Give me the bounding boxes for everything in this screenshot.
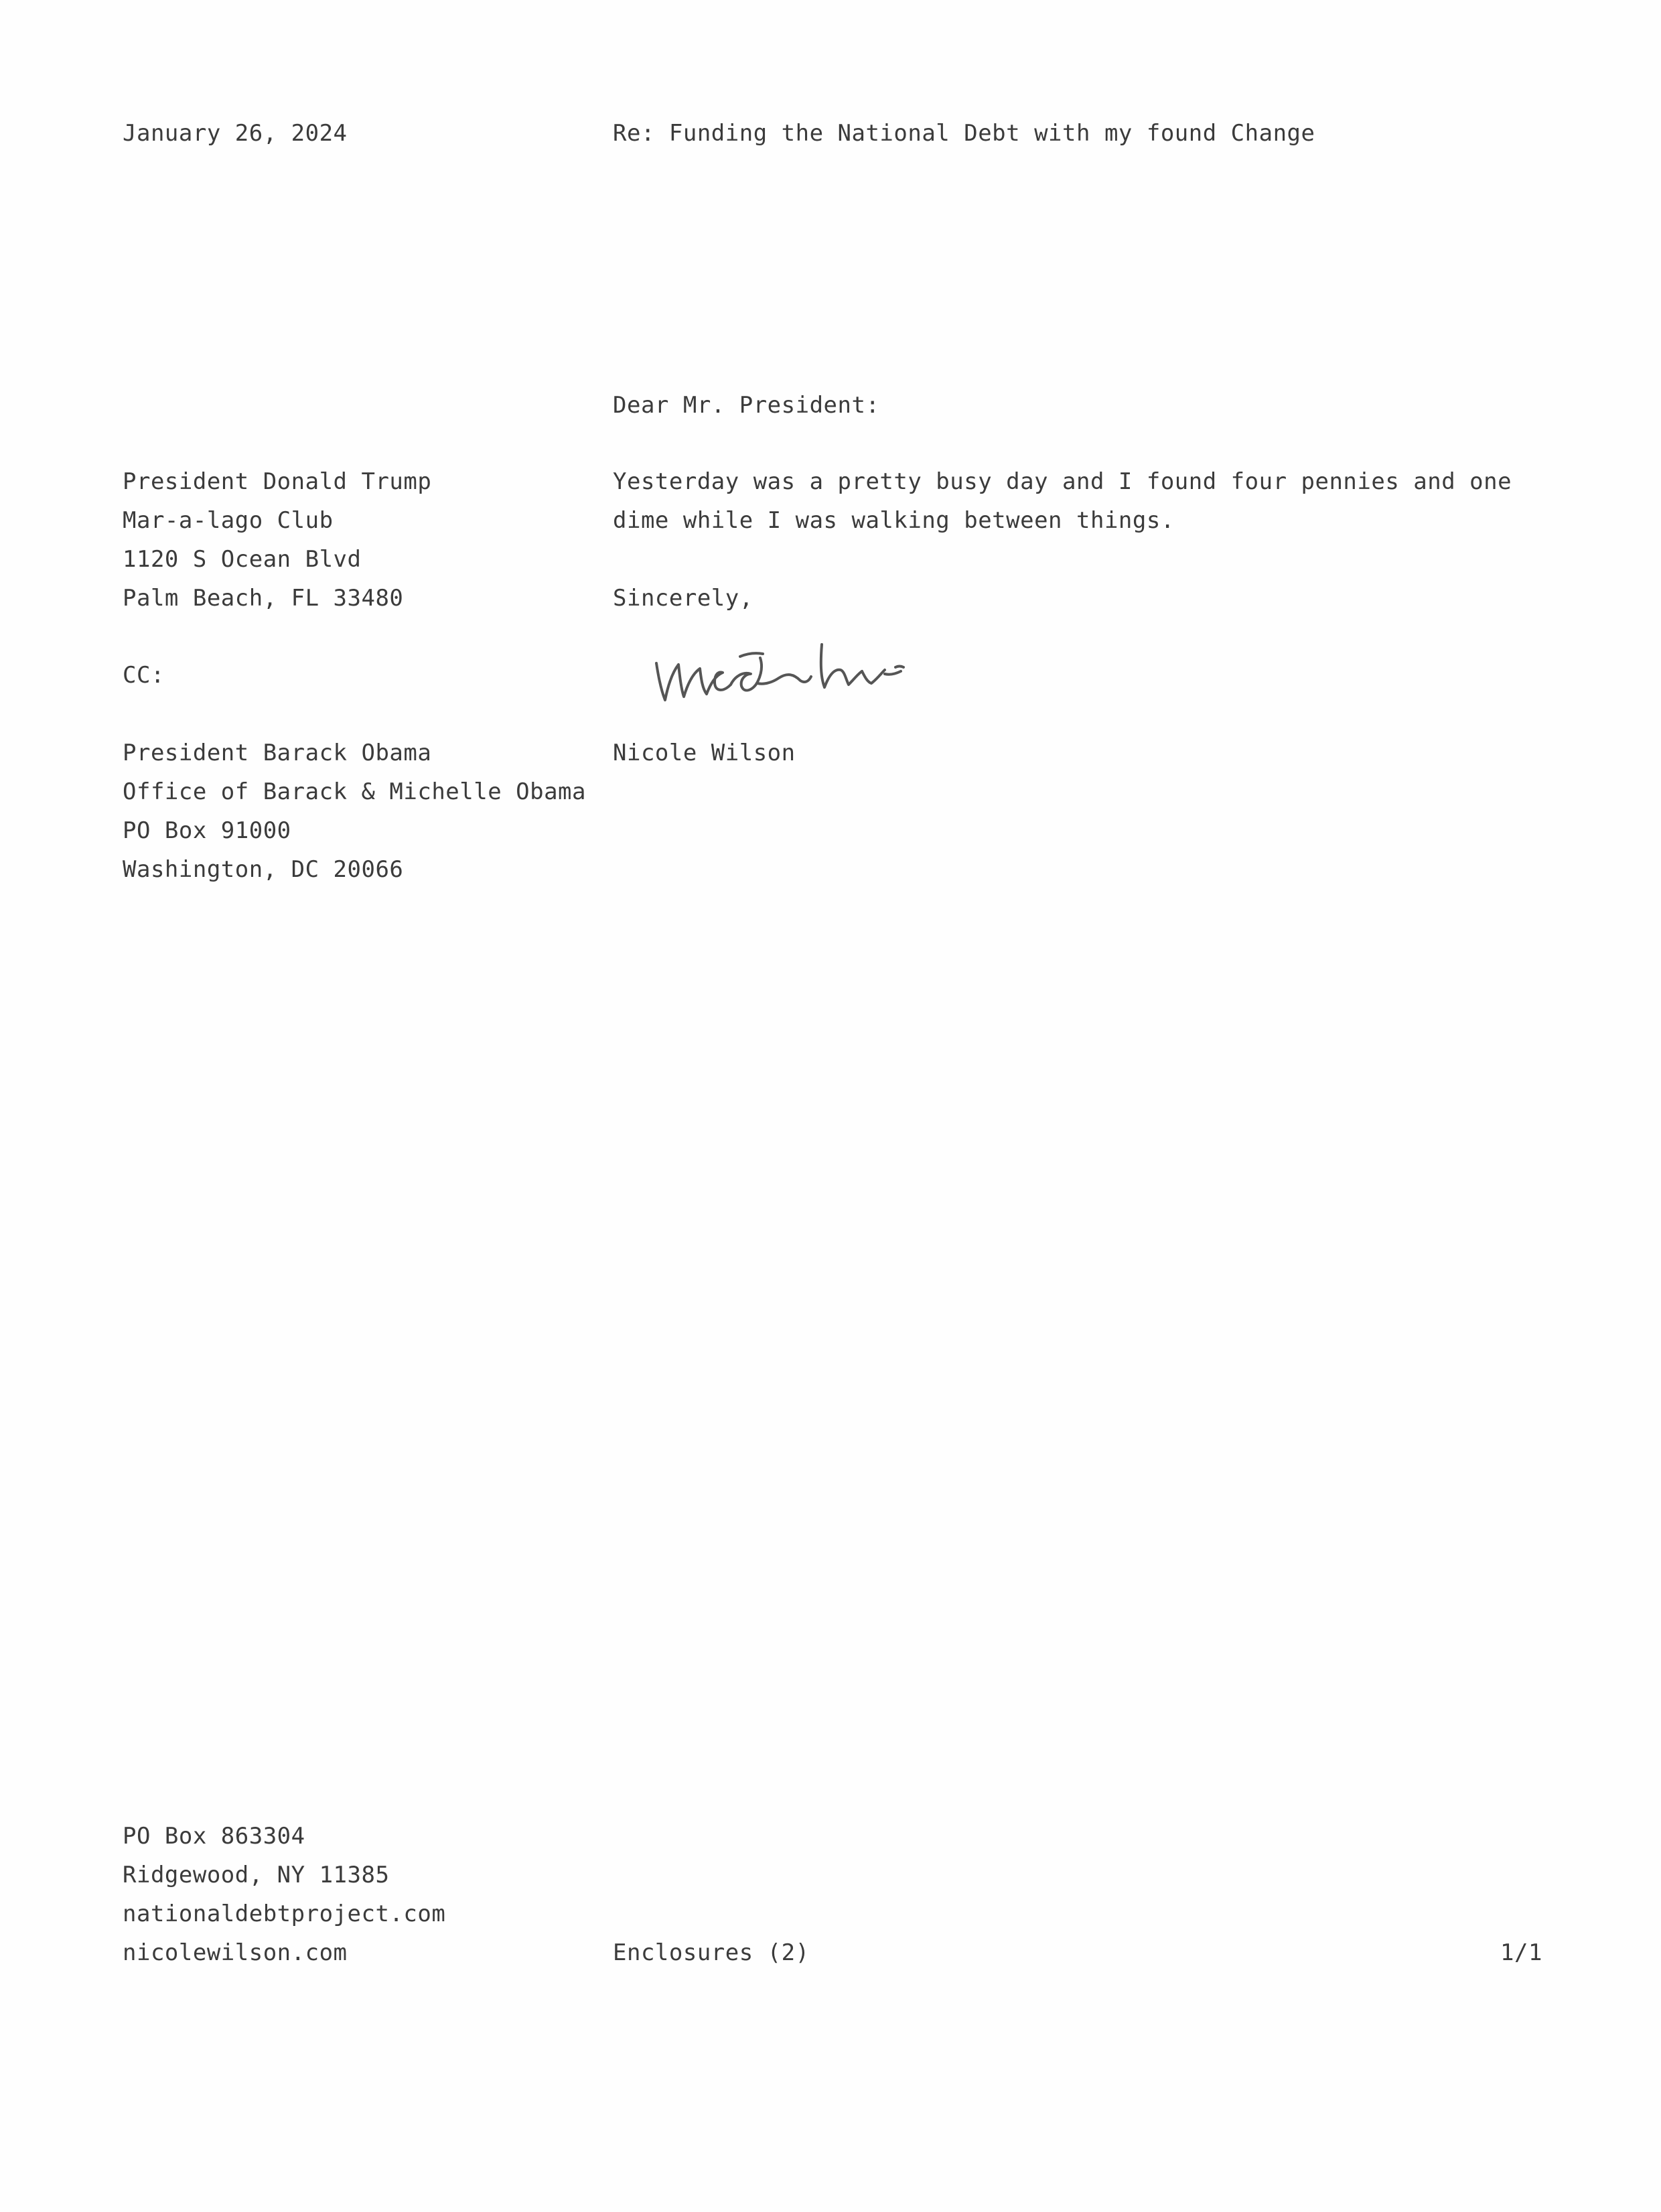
body-line: dime while I was walking between things.	[613, 507, 1175, 534]
signer-name: Nicole Wilson	[613, 740, 796, 766]
page-number: 1/1	[1500, 1939, 1542, 1966]
recipient-line: President Donald Trump	[123, 468, 432, 495]
sender-website: nationaldebtproject.com	[123, 1900, 446, 1927]
recipient-address	[123, 462, 431, 618]
sender-line: Ridgewood, NY 11385	[123, 1862, 390, 1888]
cc-label: CC:	[123, 662, 165, 689]
letter-body	[613, 462, 1512, 540]
cc-line: PO Box 91000	[123, 817, 291, 844]
cc-line: Office of Barack & Michelle Obama	[123, 778, 587, 805]
cc-line: Washington, DC 20066	[123, 856, 404, 883]
recipient-line: Mar-a-lago Club	[123, 507, 334, 534]
letter-subject: Re: Funding the National Debt with my found Change	[613, 120, 1315, 147]
closing: Sincerely,	[613, 585, 753, 612]
letter-date: January 26, 2024	[123, 120, 348, 147]
signature-ink	[653, 610, 1015, 717]
sender-line: PO Box 863304	[123, 1823, 305, 1850]
sender-website: nicolewilson.com	[123, 1939, 348, 1966]
enclosures-note: Enclosures (2)	[613, 1939, 810, 1966]
recipient-line: 1120 S Ocean Blvd	[123, 546, 362, 573]
cc-address	[123, 734, 586, 889]
recipient-line: Palm Beach, FL 33480	[123, 585, 404, 612]
sender-address	[123, 1817, 445, 1972]
cc-line: President Barack Obama	[123, 740, 432, 766]
body-line: Yesterday was a pretty busy day and I found four pennies and one	[613, 468, 1512, 495]
salutation: Dear Mr. President:	[613, 392, 880, 419]
handwritten-signature	[653, 610, 1015, 717]
